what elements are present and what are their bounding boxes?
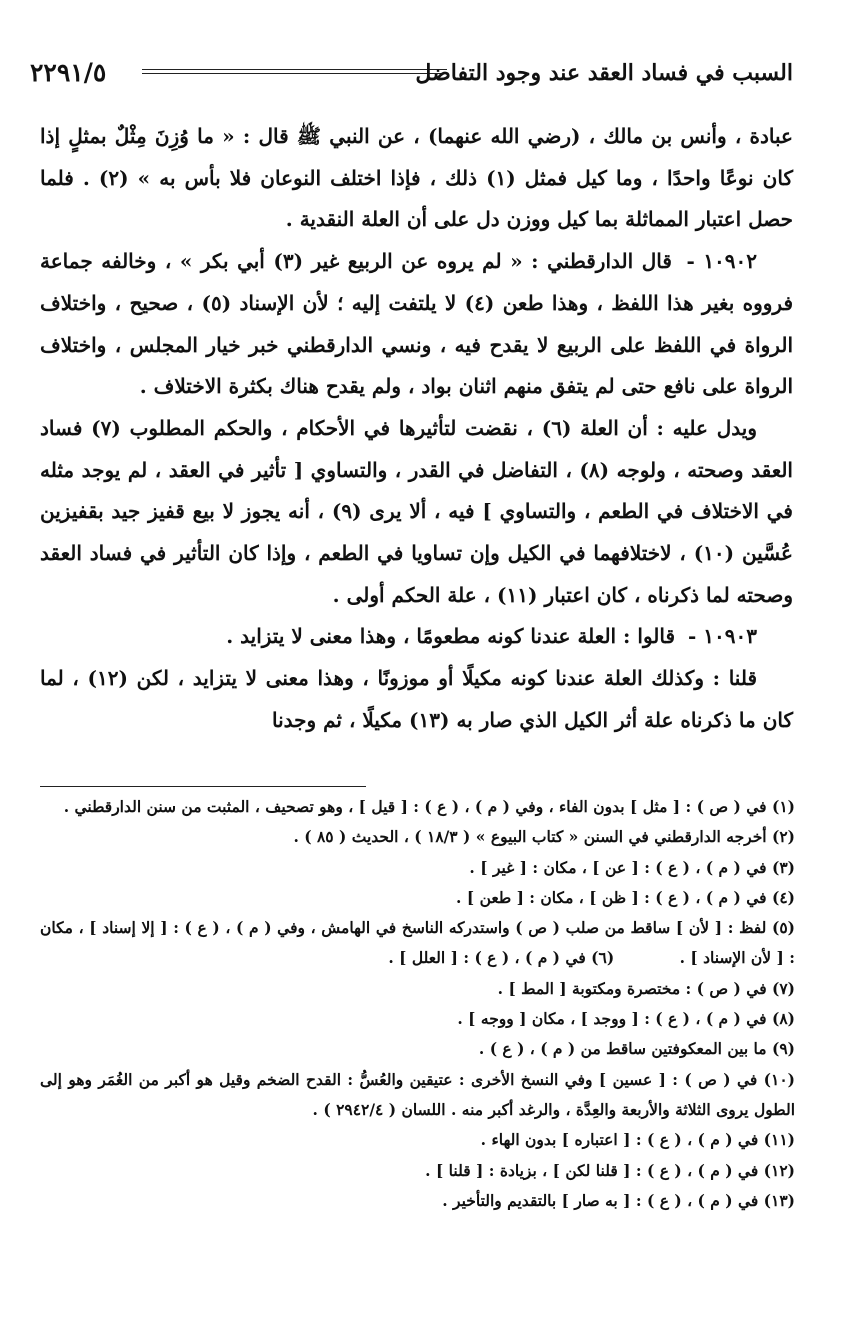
running-title: السبب في فساد العقد عند وجود التفاضل: [415, 60, 793, 86]
footnote: (٧) في ( ص ) : مختصرة ومكتوبة [ المط ] .: [497, 978, 795, 998]
footnote: (١٠) في ( ص ) : [ عسين ] وفي النسخ الأخرى : عتيقين والعُسُّ : القدح الضخم وقيل هو أكبر من الغُمَر وهو إلى الطول يروى الثلاثة والأربعة والعِدَّة ، والرغد أكبر منه . اللسان ( ٢٩٤٢/٤ ) .: [40, 1069, 795, 1119]
paragraph-number: ١٠٩٠٢ -: [686, 249, 758, 274]
footnote: (٨) في ( م ) ، ( ع ) : [ ووجد ] ، مكان [ ووجه ] .: [457, 1009, 795, 1029]
footnote: (٤) في ( م ) ، ( ع ) : [ ظن ] ، مكان : [ طعن ] .: [456, 887, 795, 907]
running-header: [30, 48, 793, 102]
footnote-separator: [40, 786, 366, 787]
page-number: ٢٢٩١/٥: [30, 58, 107, 87]
footnote-text: (٥) لفظ : [ لأن ] ساقط من صلب ( ص ) واستدركه الناسخ في الهامش ، وفي ( م ) ، ( ع ) : [ إلا إسناد ] ، مكان : [ لأن الإسناد ] .: [40, 918, 795, 968]
footnote: [40, 913, 795, 974]
paragraph-5: قلنا : وكذلك العلة عندنا كونه مكيلًا أو موزونًا ، وهذا معنى لا يتزايد ، لكن (١٢) ، لما كان ما ذكرناه علة أثر الكيل الذي صار به (١٣) مكيلًا ، ثم وجدنا: [40, 666, 793, 732]
footnotes: [40, 792, 795, 1216]
footnote: (٣) في ( م ) ، ( ع ) : [ عن ] ، مكان : [ غير ] .: [469, 857, 795, 877]
footnote: (١٢) في ( م ) ، ( ع ) : [ قلنا لكن ] ، بزيادة : [ قلنا ] .: [425, 1160, 795, 1180]
footnote: (٩) ما بين المعكوفتين ساقط من ( م ) ، ( ع ) .: [478, 1039, 795, 1059]
footnote: (٢) أخرجه الدارقطني في السنن « كتاب البيوع » ( ١٨/٣ ) ، الحديث ( ٨٥ ) .: [293, 827, 795, 847]
paragraph-10903: [40, 616, 793, 658]
footnote: (١٣) في ( م ) ، ( ع ) : [ به صار ] بالتقديم والتأخير .: [442, 1190, 795, 1210]
header-rule: [142, 69, 447, 74]
paragraph-text: قال الدارقطني : « لم يروه عن الربيع غير (٣) أبي بكر » ، وخالفه جماعة فرووه بغير هذا اللفظ ، وهذا طعن (٤) لا يلتفت إليه ؛ لأن الإسناد (٥) ، صحيح ، واختلاف الرواة في اللفظ على الربيع لا يقدح فيه ، ونسي الدارقطني خبر خيار المجلس ، واختلاف الرواة على نافع حتى لم يتفق منهم اثنان بواد ، ولم يقدح هناك بكثرة الاختلاف .: [40, 249, 794, 399]
paragraph-number: ١٠٩٠٣ -: [688, 624, 757, 649]
footnote: (١) في ( ص ) : [ مثل ] بدون الفاء ، وفي ( م ) ، ( ع ) : [ قيل ] ، وهو تصحيف ، المثبت من سنن الدارقطني .: [63, 797, 795, 816]
paragraph-1: عبادة ، وأنس بن مالك ، (رضي الله عنهما) ، عن النبي ﷺ قال : « ما وُزِنَ مِثْلٌ بمثلٍ إذا كان نوعًا واحدًا ، وما كيل فمثل (١) ذلك ، فإذا اختلف النوعان فلا بأس به » (٢) . فلما حصل اعتبار المماثلة بما كيل ووزن دل على أن العلة النقدية .: [40, 124, 793, 232]
footnote: (١١) في ( م ) ، ( ع ) : [ اعتباره ] بدون الهاء .: [480, 1130, 795, 1150]
paragraph-text: قالوا : العلة عندنا كونه مطعومًا ، وهذا معنى لا يتزايد .: [226, 624, 676, 649]
footnote-inline: (٦) في ( م ) ، ( ع ) : [ العلل ] .: [388, 948, 615, 968]
paragraph-10902: [40, 241, 793, 408]
paragraph-3: ويدل عليه : أن العلة (٦) ، نقضت لتأثيرها في الأحكام ، والحكم المطلوب (٧) فساد العقد وصحته ، ولوجه (٨) ، التفاضل في القدر ، والتساوي [ تأثير في العقد ، لم يوجد مثله في الاختلاف في الطعم ، والتساوي ] فيه ، ألا يرى (٩) ، أنه يجوز لا بيع قفيز جيد بقفيزين عُسَّين (١٠) ، لاختلافهما في الكيل وإن تساويا في الطعم ، وإذا كان التأثير في فساد العقد وصحته لما ذكرناه ، كان اعتبار (١١) ، علة الحكم أولى .: [40, 415, 793, 607]
main-text: [40, 116, 793, 742]
